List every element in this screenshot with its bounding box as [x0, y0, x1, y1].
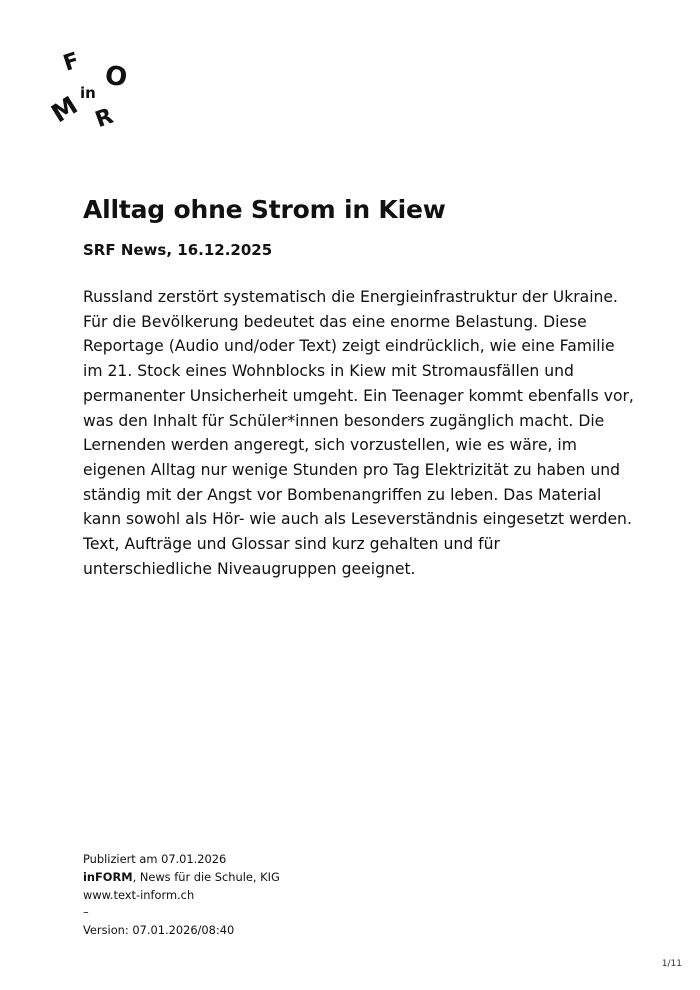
article-title: Alltag ohne Strom in Kiew	[83, 195, 446, 224]
logo-letter-r: R	[92, 103, 117, 134]
logo-letter-f: F	[60, 48, 83, 77]
body-line: Lernenden werden angeregt, sich vorzustellen, wie es wäre, im	[83, 436, 577, 455]
body-line: Text, Aufträge und Glossar sind kurz gehalten und für	[83, 535, 500, 554]
logo-letters-in: in	[80, 84, 96, 102]
brand-name: inFORM	[83, 869, 133, 884]
article-body	[83, 285, 663, 581]
document-footer	[83, 851, 280, 940]
body-line: kann sowohl als Hör- wie auch als Leseverständnis eingesetzt werden.	[83, 510, 632, 529]
page-number: 1/11	[661, 959, 682, 969]
logo-letter-o: O	[103, 60, 130, 94]
body-line: eigenen Alltag nur wenige Stunden pro Tag Elektrizität zu haben und	[83, 460, 621, 479]
logo-letter-m: M	[46, 90, 83, 129]
brand-suffix: , News für die Schule, KIG	[132, 869, 280, 884]
body-line: was den Inhalt für Schüler*innen besonders zugänglich macht. Die	[83, 411, 605, 430]
body-line: im 21. Stock eines Wohnblocks in Kiew mit Stromausfällen und	[83, 362, 574, 381]
body-line: Für die Bevölkerung bedeutet das eine enorme Belastung. Diese	[83, 312, 587, 331]
footer-separator: –	[83, 905, 89, 920]
version-info: Version: 07.01.2026/08:40	[83, 923, 235, 938]
body-line: Reportage (Audio und/oder Text) zeigt eindrücklich, wie eine Familie	[83, 337, 615, 356]
body-line: Russland zerstört systematisch die Energieinfrastruktur der Ukraine.	[83, 288, 618, 306]
body-line: unterschiedliche Niveaugruppen geeignet.	[83, 559, 416, 578]
article-source: SRF News, 16.12.2025	[83, 241, 273, 259]
publisher-line	[83, 869, 280, 887]
body-line: ständig mit der Angst vor Bombenangriffen zu leben. Das Material	[83, 485, 602, 504]
website-link[interactable]: www.text-inform.ch	[83, 887, 195, 902]
body-line: permanenter Unsicherheit umgeht. Ein Teenager kommt ebenfalls vor,	[83, 386, 634, 405]
published-date: Publiziert am 07.01.2026	[83, 852, 227, 866]
inform-logo	[46, 48, 140, 142]
